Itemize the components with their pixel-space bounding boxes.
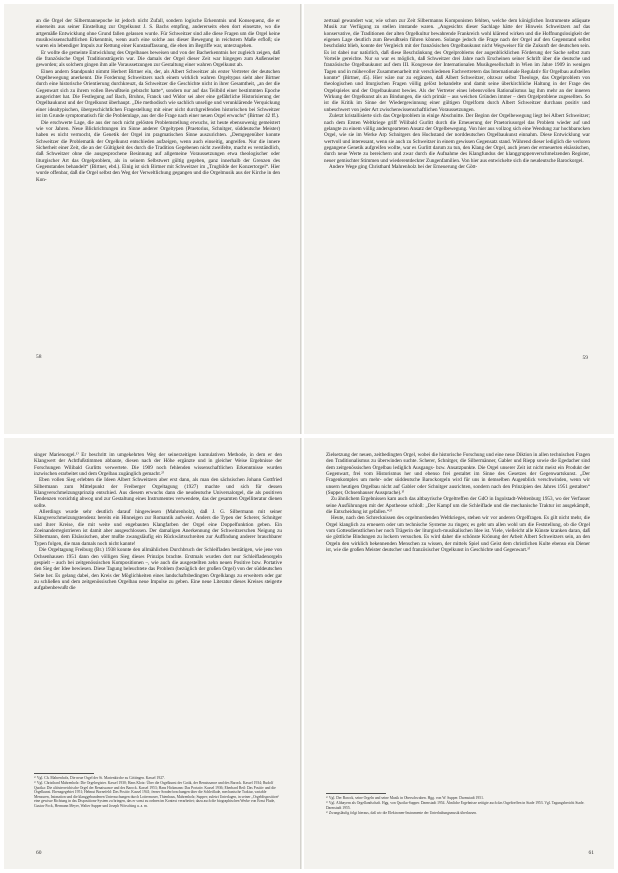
paragraph: Zielsetzung der neuen, zeitbedingten Orgel, wobei die historische Forschung und eine neue Diktion in allen technischen Fragen den Traditionalismus zu überwinden suchte. Scherer, Schnitger, die Silbermänner, Gabler und Riepp sowie die Egedacher sind dem zeitgenössischen Orgelbau lediglich Ausgangs- bzw. Ansatzpunkte. Die Orgel unserer Zeit ist nicht meist ein Produkt der Gegenwart, frei vom Historismus her und ebenso frei gestaltet im Sinne des Gesetzes der Gegenwartskunst. „Der Fragenkomplex um mehr- oder süddeutsche Barockorgeln wird für uns in demselben Augenblick verschwinden, wenn wir unsern heutigen Orgelbau nicht auf Gabler oder Schnitger ausrichten, sondern nach den Prinzipien des Jahres 1951 gestalten“ (Supper, Ochsenhauser Aussprache).¹⁾	[326, 452, 590, 497]
page-fold-shadow	[300, 4, 302, 434]
paragraph: Eben vollen Sieg erlebten die Ideen Albert Schweitzers aber erst dann, als man den sächsischen Johann Gottfried Silbermann zum Mittelpunkt der Freiberger Orgeltagung (1927) machte und sich für dessen Klangverschmelzungsprinzip entschied. Aus diesem erwuchs dann die neudeutsche Universalorgel, die als positiven Tendenzen vorsichtig abwog und zur Gestaltung eines Instrumentes verwendete, das der gesamten Orgelliteratur dienen sollte.	[34, 477, 282, 509]
page-59	[304, 4, 614, 434]
page-61	[304, 438, 614, 869]
paragraph: Zu ähnlichem Ergebnissen kam auch das altbayrische Orgeltreffen der GdO in Ingolstadt-Weltenburg 1953, wo der Verfasser seine Ausführungen mit der Apotheose schloß: „Der Kampf um die Schleiflade und die mechanische Traktur ist ausgekämpft, die Entscheidung ist gefallen.“²⁾	[326, 496, 590, 516]
paragraph: Zuletzt kristallisierte sich das Orgelproblem in einige Abschnitte. Der Beginn der Orgelbewegung liegt bei Albert Schweitzer; nach dem Ersten Weltkriege griff Wilibald Gurlitt durch die Erneuerung der Praetoriusorgel das Problem wieder auf und gelangte zu einem völlig andersgearteten Ansatz der Orgelbewegung. Von hier aus vollzog sich eine Wendung zur hochbarocken Orgel, wie sie im Werke Arp Schnitgers den Hochstand der norddeutschen Orgelbaukunst einnahm. Diese Entwicklung war wertvoll und interessant, wenn sie auch zu Schweitzer in einem gewissen Gegensatz stand. Während dieser lediglich die verloren gegangene Genetik aufgreifen wollte, war es Gurlitt darum zu tun, den Klang der Orgel, auch jenen der ermeuerten elsässischen, durch neue Werte zu bereichern und zwar durch die Aufnahme des Klangfundus der klanggruppenverschmelzenden Register, neuer gemischter Stimmen und wiederentdeckter Zungenfamilien. Von hier aus entwickelte sich die neudeutsche Barockorgel.	[324, 113, 590, 164]
page-number: 60	[36, 850, 42, 856]
footnote-rule	[326, 793, 386, 794]
paragraph: Heute, nach den Schrecknissen des orgelmordenden Weltkrieges, stehen wir vor anderen Orgelfragen. Es gilt nicht mehr, die Orgel klanglich zu erneuern oder um technische Systeme zu ringen; es geht um allen wohl um die Feststellung, ob die Orgel vom Gottesdienstlichen her noch Trägerin der liturgisch-musikalischen Idee ist. Viele, vielleicht alle Künste kranken daran, daß sie göttliche Bindungen zu lockern versuchen. Es wird daher die schönste Krönung der Arbeit Albert Schweitzers sein, an den Orgeln den wirklich bekennenden Menschen zu wissen, der mittels Spiel und Geist dem christlichen Kulte ebenso ein Diener ist, wie die großen Meister deutscher und französischer Orgelkunst in Geschichte und Gegenwart.³⁾	[326, 515, 590, 554]
footnote-rule	[34, 773, 94, 774]
page-number: 61	[588, 850, 594, 856]
page-58-text	[36, 18, 280, 183]
page-number: 59	[582, 355, 588, 361]
page-61-text	[326, 452, 590, 554]
footnote: ¹⁾ Vgl. Ch. Mahrenholz, Die neue Orgel der St. Marienkirche zu Göttingen. Kassel 1927.	[34, 776, 165, 780]
footnote: ²⁾ Vgl. Altbayern als Orgellandschaft. Hgg. von Quoika-Supper. Darmstadt 1954. Ähnliche Ergebnisse zeitigte auch das Orgeltreffen in Stade 1953. Vgl. Tagungsbericht Stade. Darmstadt 1955.	[326, 801, 585, 810]
page-58	[4, 4, 302, 434]
paragraph: Einen andern Standpunkt nimmt Herbert Birtner ein, der, als Albert Schweitzer als erster Vertreter der deutschen Orgelbewegung anerkennt. Die Forderung Schweitzers nach einem wirklich wahren Orgeltypus sieht aber Birtner durch eine historische Orientierung durchkreuzt, da Schweitzer die Geschichte nicht in ihrer Gesamtheit, „an der die Gegenwart sich zu ihrem vollen Bewußtsein gebracht hatte“, sondern nur auf das Teilbild einer bestimmten Epoche ausgerichtet hat. Die Festlegung auf Bach, Bruhns, Franck und Widor sei aber eine gefährliche Historisierung der Orgelbaukunst und der Orgelkunst überhaupt. „Die methodisch wie sachlich unselige und verunklärende Verquickung einer idealtypischen, übergeschichtlichen Fragestellung mit einer nicht durchgreifenden historischen bei Schweitzer ist im Grunde symptomatisch für die Problemlage, aus der die Frage nach einer neuen Orgel erwuchs“ (Birtner 42 ff.).	[36, 68, 280, 120]
page-60-footnotes	[34, 773, 282, 809]
page-60	[4, 438, 302, 869]
footnote: ³⁾ Zwangsläufig folgt hieraus, daß wir die Elektronen-Instrumente der Unterhaltungsmusik überlassen.	[326, 810, 477, 815]
page-fold-shadow	[300, 438, 302, 869]
paragraph: singer Marienorgel.¹⁾ Er beschritt im umgekehrten Weg der seinerzeitigen kumulativen Methode, in dem er den Klangwert der Achtfußstimmen abbaute, diesen nach der Höhe ergänzte und in gleicher Weise Ergebnisse der Forschungen Wilibald Gurlitts verwertete. Die 1909 noch fehlenden wissenschaftlichen Erkenntnisse wurden inzwischen erarbeitet und dem Orgelbau zugänglich gemacht.²⁾	[34, 452, 282, 478]
page-number: 58	[36, 354, 42, 360]
paragraph: Er wollte die gemeinte Entwicklung des Orgelbaues beweisen und von der Bacherkenntnis her zugleich zeigen, daß die französische Orgel Traditionsträgerin war. Die damals der Orgel dieser Zeit war hingegen zum Außenseiter geworden; als solchem gingen ihm alle Voraussetzungen zur Gestaltung einer wahren Orgelkunst ab.	[36, 49, 280, 69]
page-59-text	[324, 18, 590, 170]
footnote: ²⁾ Vgl. Christhard Mahrenholz: Die Orgelregister. Kassel 1930; Hans Klotz: Über die Orgelkunst der Gotik, der Renaissance und des Barock. Kassel 1934; Rudolf Quoika: Die altösterreichische Orgel der Renaissance und des Barock. Kassel 1953; Hans Hickmann: Das Portativ. Kassel 1936; Eberhard Beil: Das Positiv und die Orgelkunst. Ebenagegebiet 1951; Helmut Bornefeld: Das Positiv. Kassel 1941; ferner Sonderforschungen über die Schleiflade, mechanische Traktur, variable Mensuren, Intonation und die klanggebundenen Untersuchungen durch Lottermoser, Thienhaus, Mahrenholz; Supper; zuletzt Unterlagen, in seiner „Orgeldisposition“ eine gewisse Richtung in das Dispositions-System zu bringen, das er sonst zu ordnen im Kontext verarbeitet; dazu auch die biographischen Werke von Ernst Flade, Gustav Fock, Hermann Meyer, Walter Supper und Joseph Wörsching u. a. m.	[34, 781, 280, 808]
page-60-text	[34, 452, 282, 592]
paragraph: zertsaal gewandert war, wie schon zur Zeit Silbermanns Komponisten fehlten, welche dem königlichen Instrumente adäquate Musik zur Verfügung zu stellen imstande waren. „Angesichts dieser Sachlage hätte der Hinweis Schweitzers auf das konservative, die Traditionen der alten Orgelkultur bewahrende Frankreich wohl klärend wirken und die Hoffnungslosigkeit der eigenen Lage deutlich zum Bewußtsein führen können. Solange jedoch die Frage nach der Orgel auf den Gegenstand selbst beschränkt blieb, konnte der Vergleich mit der französischen Orgelbaukunst nicht Wegweiser für die Zukunft der deutschen sein. Es ist dabei nur natürlich, daß diese Beschränkung des Orgelproblems der augenblicklichen Förderung der Sache selbst zum Vorteile gereichte. Nur so war es möglich, daß Schweitzer drei Jahre nach Erscheinen seiner Schrift über die deutsche und französische Orgelbaukunst auf dem III. Kongresse der Internationalen Musikgesellschaft in Wien im Jahre 1909 in wenigen Tagen und in mühevoller Zusammenarbeit mit verschiedenen Fachvertretern das Internationale Regulativ für Orgelbau aufstellen konnte“ (Birtner, 45). Hier wäre nur zu ergänzen, daß Albert Schweitzer, obzwar selbst Theologe, das Orgelproblem von theologischen und liturgischen Fragen völlig gelöst behandelte und damit seine überkirchliche Haltung in der Frage des Orgelspieles und der Orgelbaukunst bewies. Als der Vertreter eines lebensvollen Rationalismus lag ihm mehr an der inneren Wirkung der Orgelkunst als an Bindungen, die sich primär – aus weichen Gründen immer – dem Orgelproblene zugesellten. So ist die Kritik im Sinne der Wiedergewinnung einer gültigen Orgelform durch Albert Schweitzer durchaus positiv und unbeschwert von jeder Art zwischenwissenschaftlichen Voraussetzungen.	[324, 18, 590, 113]
paragraph: Die Orgeltagung Freiburg (Br.) 1938 konnte den allmählichen Durchbruch der Schleifladen bestätigen, wie jene von Ochsenhausen 1951 dann den völligen Sieg dieses Prinzips brachte. Erstmals wurden dort nur Schleifladenorgeln gespielt – auch bei zeitgenössischen Kompositionen –, wie auch die ausgestellten zehn neuen Positive bzw. Portative den Sieg der Idee bewiesen. Diese Tagung beleuchtete das Problem (bezüglich der großen Orgel) von der süddeutschen Seite her. Es gelang dabei, den Kreis der Möglichkeiten eines landschaftsbedingten Orgelklangs zu erweitern oder gar zu schließen und dem zeitgenössischen Orgelbau neue Impulse zu geben. Eine neue Literatur dieses Kreises steigerte aufgabenbewußt die	[34, 547, 282, 592]
footnote: ¹⁾ Vgl. Der Barock, seine Orgeln und seine Musik in Oberschwaben. Hgg. von W. Supper. Darmstadt 1951.	[326, 796, 484, 800]
paragraph: Andere Wege ging Christhard Mahrenholz bei der Erneuerung der Gött-	[329, 163, 478, 170]
paragraph: Die erschwerte Lage, die aus der noch nicht gelösten Problemstellung erwuchs, ist heute ebensowenig gemeistert wie vor Jahren. Neue Blickrichtungen im Sinne anderer Orgeltypen (Praetorius, Schnitger, süddeutsche Meister) haben es nicht vermocht, die Genetik der Orgel im pragmatischen Sinne auszurichten. „Demgegenüber konnte Schweitzer die Problematik der Orgelkunst entschieden aufzeigen, wenn auch einseitig, angreifen. Nur die innere Sicherheit einer Zeit, die an der Gültigkeit des durch die Tradition Gegebenen nicht zweifelte, macht es verständlich, daß Schweitzer ohne die ausgesprochene Besinnung auf allgemeine Voraussetzungen etwa theologischer oder liturgischer Art das Orgelproblem, als in seinem Selbstwert gültig gegeben, ganz innerhalb der Grenzen des Gegenstandes behandelt“ (Birtner, ebd.). Einig ist sich Birtner mit Schweitzer im „Trugbilde der Konzertorgel“. Hier wurde offenbar, daß die Orgel selbst den Weg der Verweltlichung gegangen und die Orgelmusik aus der Kirche in den Kon-	[36, 119, 280, 183]
page-61-footnotes	[326, 793, 590, 816]
paragraph: an die Orgel der Silbermannepoche ist jedoch nicht Zufall, sondern logische Erkenntnis und Konsequenz, die er einerseits aus seiner Einstellung zur Orgelkunst J. S. Bachs empfing, andererseits eben dort einsetzte, wo die artgemäße Entwicklung ohne Grund fallen gelassen wurde. Für Schweitzer sind alle diese Fragen um die Orgel keine musikwissenschaftlichen Erkenntnis, wenn auch eine solche aus dieser Bewegung in reichstem Maße erfloß; sie waren ein lebendiger Impuls zur Rettung einer Kunstauffassung, die eben im Begriffe war, unterzugehen.	[36, 18, 280, 50]
paragraph: Allerdings wurde sehr deutlich darauf hingewiesen (Mahrenholz), daß J. G. Silbermann mit seiner Klangverschmelzungstendenz bereits ein Hinneigen zur Romantik aufweist. Anders die Typen der Scherer, Schnitger und ihrer Kreise, die mit weite und engebauten Klangfarben der Orgel eine Doppelfunktion geben. Ein Zoeinanderregistrieren ist damit aber ausgeschlossen. Der damaligen Anerkennung der Schweitzerschen Neigung zu Silbermann, dem Elsässischen, aber mußte zwangsläufig ein Rückwärtsschreiten zur Auffindung anderer brauchbarer Typen folgen, die man damals noch nicht kannte!	[34, 509, 282, 547]
